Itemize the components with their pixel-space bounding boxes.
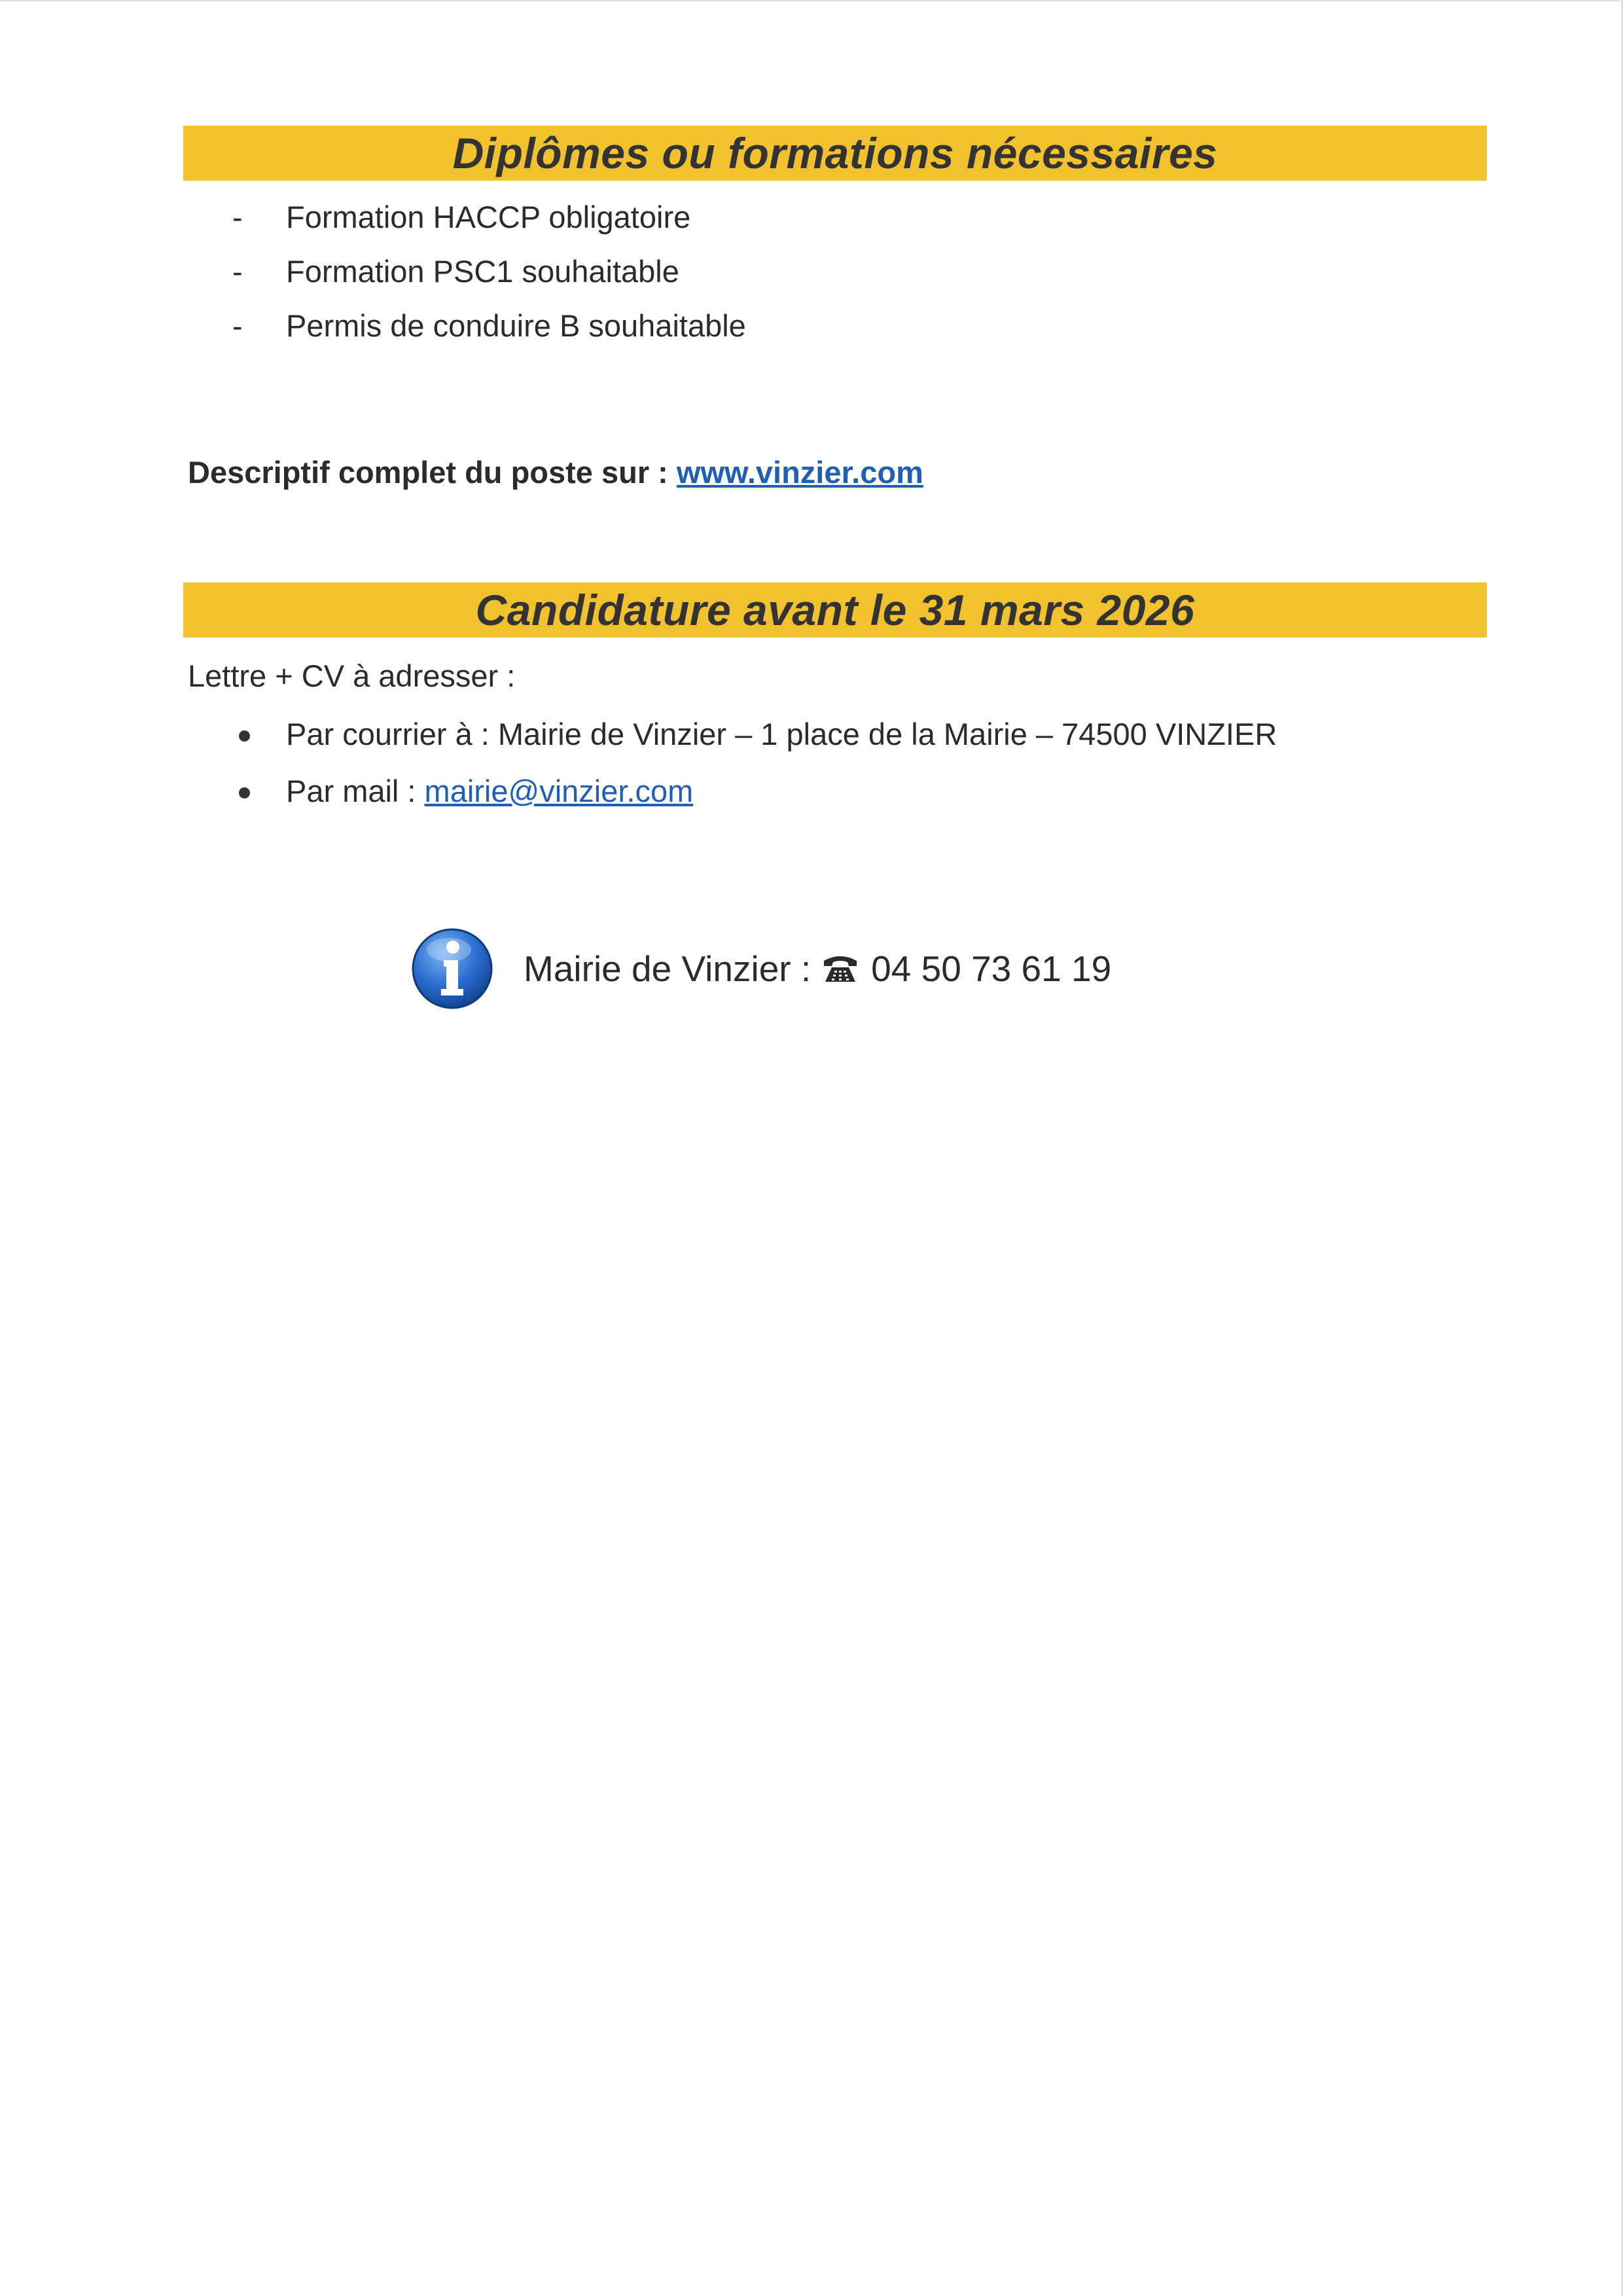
candidature-title: Candidature avant le 31 mars 2026	[475, 586, 1195, 634]
contact-text	[524, 948, 1111, 990]
telephone-icon	[821, 953, 859, 984]
list-item-text: Permis de conduire B souhaitable	[286, 308, 746, 343]
diplomes-list	[232, 190, 746, 353]
dash-marker: -	[232, 308, 243, 343]
mail-line	[286, 773, 693, 809]
contact-label: Mairie de Vinzier :	[524, 948, 812, 989]
list-item-text: Formation PSC1 souhaitable	[286, 254, 679, 289]
list-item	[232, 190, 746, 244]
mail-label: Par mail :	[286, 774, 425, 808]
list-item	[232, 762, 1277, 819]
contact-row	[411, 926, 1111, 1011]
descriptif-line	[188, 454, 923, 490]
email-link[interactable]: mairie@vinzier.com	[424, 774, 694, 808]
dash-marker: -	[232, 254, 243, 289]
scan-edge-top	[0, 0, 1623, 3]
candidature-banner	[183, 583, 1487, 637]
list-item	[232, 244, 746, 298]
candidature-list	[232, 706, 1277, 819]
list-item	[232, 706, 1277, 762]
diplomes-banner	[183, 126, 1487, 181]
info-icon	[411, 927, 493, 1010]
candidature-intro: Lettre + CV à adresser :	[188, 658, 516, 693]
phone-number: 04 50 73 61 19	[871, 948, 1112, 989]
descriptif-label: Descriptif complet du poste sur :	[188, 455, 677, 490]
bullet-icon	[239, 730, 250, 742]
diplomes-title: Diplômes ou formations nécessaires	[452, 129, 1218, 177]
list-item-text: Formation HACCP obligatoire	[286, 200, 691, 234]
bullet-icon	[239, 787, 250, 798]
dash-marker: -	[232, 200, 243, 234]
list-item	[232, 298, 746, 353]
courrier-text: Par courrier à : Mairie de Vinzier – 1 place de la Mairie – 74500 VINZIER	[286, 717, 1277, 751]
website-link[interactable]: www.vinzier.com	[676, 455, 923, 490]
scan-edge-right	[1620, 0, 1623, 2296]
